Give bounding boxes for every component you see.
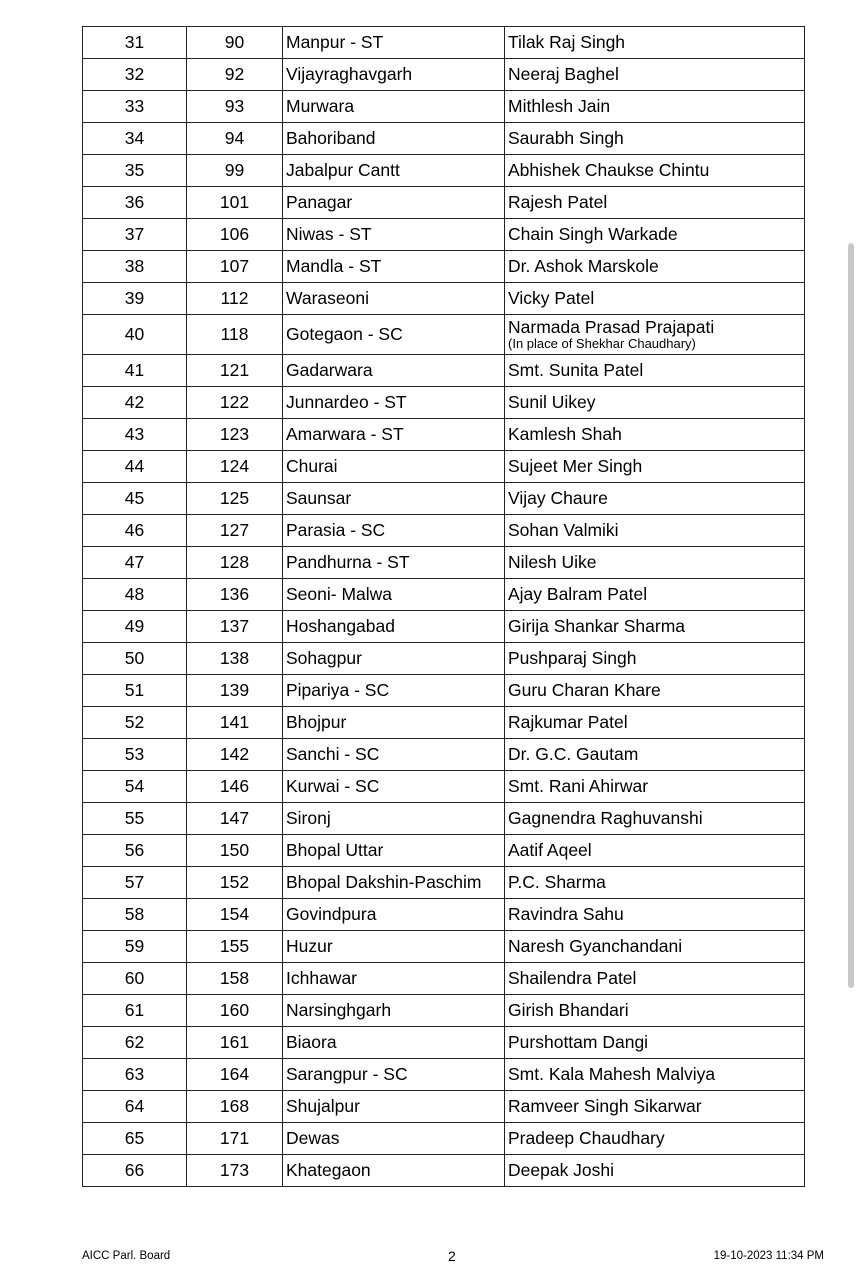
candidate-cell: Saurabh Singh: [505, 123, 805, 155]
table-row: [83, 283, 805, 315]
constituency-cell: Gadarwara: [283, 355, 505, 387]
serial-number-cell: 56: [83, 835, 187, 867]
candidate-cell: Kamlesh Shah: [505, 419, 805, 451]
table-row: [83, 1091, 805, 1123]
ac-number-cell: 161: [187, 1027, 283, 1059]
table-row: [83, 515, 805, 547]
serial-number-cell: 48: [83, 579, 187, 611]
ac-number-cell: 99: [187, 155, 283, 187]
candidate-cell: Aatif Aqeel: [505, 835, 805, 867]
serial-number-cell: 40: [83, 315, 187, 355]
serial-number-cell: 63: [83, 1059, 187, 1091]
candidate-cell: Rajesh Patel: [505, 187, 805, 219]
table-row: [83, 59, 805, 91]
ac-number-cell: 93: [187, 91, 283, 123]
ac-number-cell: 150: [187, 835, 283, 867]
ac-number-cell: 90: [187, 27, 283, 59]
serial-number-cell: 65: [83, 1123, 187, 1155]
footer-organization: AICC Parl. Board: [82, 1250, 171, 1262]
constituency-cell: Waraseoni: [283, 283, 505, 315]
constituency-cell: Biaora: [283, 1027, 505, 1059]
candidate-cell: Rajkumar Patel: [505, 707, 805, 739]
footer-timestamp: 19-10-2023 11:34 PM: [713, 1250, 824, 1262]
table-row: [83, 1123, 805, 1155]
table-row: [83, 547, 805, 579]
candidate-cell: Naresh Gyanchandani: [505, 931, 805, 963]
serial-number-cell: 59: [83, 931, 187, 963]
candidate-cell: Ajay Balram Patel: [505, 579, 805, 611]
serial-number-cell: 37: [83, 219, 187, 251]
serial-number-cell: 51: [83, 675, 187, 707]
constituency-cell: Amarwara - ST: [283, 419, 505, 451]
ac-number-cell: 168: [187, 1091, 283, 1123]
constituency-cell: Seoni- Malwa: [283, 579, 505, 611]
table-row: [83, 611, 805, 643]
ac-number-cell: 107: [187, 251, 283, 283]
constituency-cell: Narsinghgarh: [283, 995, 505, 1027]
ac-number-cell: 141: [187, 707, 283, 739]
constituency-cell: Bhopal Uttar: [283, 835, 505, 867]
constituency-cell: Pipariya - SC: [283, 675, 505, 707]
table-row: [83, 995, 805, 1027]
constituency-cell: Khategaon: [283, 1155, 505, 1187]
ac-number-cell: 94: [187, 123, 283, 155]
candidate-cell: Purshottam Dangi: [505, 1027, 805, 1059]
table-row: [83, 219, 805, 251]
table-row: [83, 451, 805, 483]
serial-number-cell: 47: [83, 547, 187, 579]
candidate-cell: Sunil Uikey: [505, 387, 805, 419]
constituency-cell: Niwas - ST: [283, 219, 505, 251]
candidate-cell: Ravindra Sahu: [505, 899, 805, 931]
constituency-cell: Murwara: [283, 91, 505, 123]
candidate-cell: Pradeep Chaudhary: [505, 1123, 805, 1155]
serial-number-cell: 45: [83, 483, 187, 515]
serial-number-cell: 34: [83, 123, 187, 155]
footer-page-number: 2: [448, 1248, 456, 1264]
table-row: [83, 803, 805, 835]
serial-number-cell: 32: [83, 59, 187, 91]
table-row: [83, 483, 805, 515]
serial-number-cell: 33: [83, 91, 187, 123]
table-row: [83, 251, 805, 283]
table-row: [83, 739, 805, 771]
serial-number-cell: 58: [83, 899, 187, 931]
ac-number-cell: 139: [187, 675, 283, 707]
table-row: [83, 123, 805, 155]
table-row: [83, 579, 805, 611]
candidate-cell: Chain Singh Warkade: [505, 219, 805, 251]
candidate-cell: Sohan Valmiki: [505, 515, 805, 547]
ac-number-cell: 125: [187, 483, 283, 515]
ac-number-cell: 164: [187, 1059, 283, 1091]
ac-number-cell: 106: [187, 219, 283, 251]
serial-number-cell: 46: [83, 515, 187, 547]
ac-number-cell: 127: [187, 515, 283, 547]
candidate-replacement-note: (In place of Shekhar Chaudhary): [508, 335, 696, 351]
ac-number-cell: 137: [187, 611, 283, 643]
serial-number-cell: 53: [83, 739, 187, 771]
constituency-cell: Saunsar: [283, 483, 505, 515]
constituency-cell: Sarangpur - SC: [283, 1059, 505, 1091]
serial-number-cell: 64: [83, 1091, 187, 1123]
candidate-cell: Vicky Patel: [505, 283, 805, 315]
table-row: [83, 315, 805, 355]
candidate-cell: Girija Shankar Sharma: [505, 611, 805, 643]
table-row: [83, 963, 805, 995]
table-row: [83, 931, 805, 963]
serial-number-cell: 36: [83, 187, 187, 219]
candidate-cell: Abhishek Chaukse Chintu: [505, 155, 805, 187]
serial-number-cell: 35: [83, 155, 187, 187]
candidate-cell: Vijay Chaure: [505, 483, 805, 515]
constituency-cell: Churai: [283, 451, 505, 483]
candidate-cell: Nilesh Uike: [505, 547, 805, 579]
constituency-cell: Hoshangabad: [283, 611, 505, 643]
table-row: [83, 835, 805, 867]
serial-number-cell: 42: [83, 387, 187, 419]
constituency-cell: Dewas: [283, 1123, 505, 1155]
constituency-cell: Bahoriband: [283, 123, 505, 155]
ac-number-cell: 154: [187, 899, 283, 931]
candidate-cell: Sujeet Mer Singh: [505, 451, 805, 483]
constituency-cell: Pandhurna - ST: [283, 547, 505, 579]
ac-number-cell: 118: [187, 315, 283, 355]
ac-number-cell: 152: [187, 867, 283, 899]
candidate-name: Narmada Prasad Prajapati: [508, 316, 715, 337]
serial-number-cell: 66: [83, 1155, 187, 1187]
constituency-cell: Sironj: [283, 803, 505, 835]
table-row: [83, 707, 805, 739]
table-row: [83, 419, 805, 451]
constituency-cell: Gotegaon - SC: [283, 315, 505, 355]
serial-number-cell: 62: [83, 1027, 187, 1059]
constituency-cell: Sohagpur: [283, 643, 505, 675]
constituency-cell: Mandla - ST: [283, 251, 505, 283]
table-row: [83, 387, 805, 419]
serial-number-cell: 38: [83, 251, 187, 283]
constituency-cell: Shujalpur: [283, 1091, 505, 1123]
table-row: [83, 771, 805, 803]
constituency-cell: Parasia - SC: [283, 515, 505, 547]
candidate-list-table: [82, 26, 805, 1187]
candidate-cell: Ramveer Singh Sikarwar: [505, 1091, 805, 1123]
ac-number-cell: 112: [187, 283, 283, 315]
table-row: [83, 91, 805, 123]
constituency-cell: Sanchi - SC: [283, 739, 505, 771]
serial-number-cell: 31: [83, 27, 187, 59]
serial-number-cell: 57: [83, 867, 187, 899]
ac-number-cell: 158: [187, 963, 283, 995]
constituency-cell: Vijayraghavgarh: [283, 59, 505, 91]
table-row: [83, 155, 805, 187]
candidate-cell: Guru Charan Khare: [505, 675, 805, 707]
table-row: [83, 1155, 805, 1187]
table-row: [83, 27, 805, 59]
table-row: [83, 1027, 805, 1059]
serial-number-cell: 44: [83, 451, 187, 483]
candidate-cell: Tilak Raj Singh: [505, 27, 805, 59]
candidate-cell: [505, 315, 805, 355]
ac-number-cell: 128: [187, 547, 283, 579]
candidate-cell: Girish Bhandari: [505, 995, 805, 1027]
serial-number-cell: 55: [83, 803, 187, 835]
candidate-cell: Dr. Ashok Marskole: [505, 251, 805, 283]
serial-number-cell: 43: [83, 419, 187, 451]
candidate-cell: Smt. Kala Mahesh Malviya: [505, 1059, 805, 1091]
serial-number-cell: 39: [83, 283, 187, 315]
ac-number-cell: 171: [187, 1123, 283, 1155]
serial-number-cell: 41: [83, 355, 187, 387]
ac-number-cell: 173: [187, 1155, 283, 1187]
ac-number-cell: 142: [187, 739, 283, 771]
constituency-cell: Huzur: [283, 931, 505, 963]
ac-number-cell: 146: [187, 771, 283, 803]
serial-number-cell: 50: [83, 643, 187, 675]
ac-number-cell: 101: [187, 187, 283, 219]
ac-number-cell: 121: [187, 355, 283, 387]
candidate-cell: Smt. Sunita Patel: [505, 355, 805, 387]
candidate-cell: Dr. G.C. Gautam: [505, 739, 805, 771]
serial-number-cell: 54: [83, 771, 187, 803]
serial-number-cell: 61: [83, 995, 187, 1027]
serial-number-cell: 52: [83, 707, 187, 739]
candidate-cell: Pushparaj Singh: [505, 643, 805, 675]
constituency-cell: Panagar: [283, 187, 505, 219]
ac-number-cell: 160: [187, 995, 283, 1027]
table-row: [83, 675, 805, 707]
constituency-cell: Bhojpur: [283, 707, 505, 739]
constituency-cell: Ichhawar: [283, 963, 505, 995]
ac-number-cell: 124: [187, 451, 283, 483]
candidate-cell: Mithlesh Jain: [505, 91, 805, 123]
ac-number-cell: 155: [187, 931, 283, 963]
constituency-cell: Kurwai - SC: [283, 771, 505, 803]
ac-number-cell: 122: [187, 387, 283, 419]
vertical-scrollbar[interactable]: [848, 243, 854, 988]
table-row: [83, 187, 805, 219]
candidate-cell: P.C. Sharma: [505, 867, 805, 899]
ac-number-cell: 147: [187, 803, 283, 835]
candidate-cell: Neeraj Baghel: [505, 59, 805, 91]
candidate-cell: Shailendra Patel: [505, 963, 805, 995]
ac-number-cell: 123: [187, 419, 283, 451]
table-row: [83, 643, 805, 675]
constituency-cell: Jabalpur Cantt: [283, 155, 505, 187]
constituency-cell: Bhopal Dakshin-Paschim: [283, 867, 505, 899]
candidate-cell: Gagnendra Raghuvanshi: [505, 803, 805, 835]
ac-number-cell: 92: [187, 59, 283, 91]
table-row: [83, 867, 805, 899]
table-row: [83, 355, 805, 387]
constituency-cell: Manpur - ST: [283, 27, 505, 59]
candidate-cell: Deepak Joshi: [505, 1155, 805, 1187]
table-row: [83, 899, 805, 931]
candidate-cell: Smt. Rani Ahirwar: [505, 771, 805, 803]
ac-number-cell: 136: [187, 579, 283, 611]
constituency-cell: Govindpura: [283, 899, 505, 931]
table-row: [83, 1059, 805, 1091]
ac-number-cell: 138: [187, 643, 283, 675]
serial-number-cell: 49: [83, 611, 187, 643]
serial-number-cell: 60: [83, 963, 187, 995]
candidate-list-body: [83, 27, 805, 1187]
constituency-cell: Junnardeo - ST: [283, 387, 505, 419]
